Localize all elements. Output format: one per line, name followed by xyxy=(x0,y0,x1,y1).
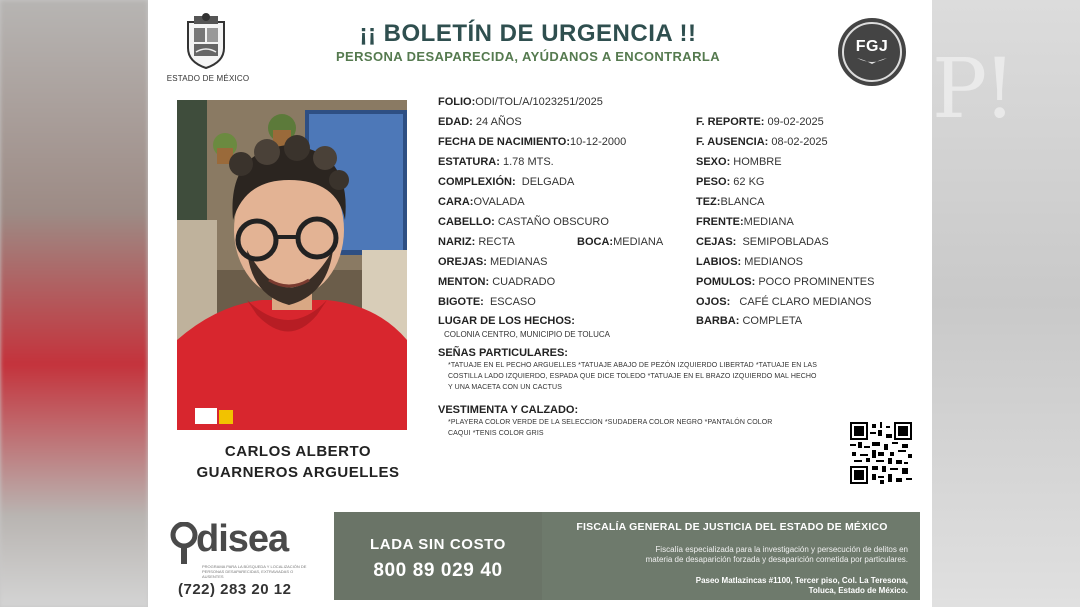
field-labios xyxy=(696,256,803,268)
field-orejas-label: OREJAS: xyxy=(438,256,487,268)
field-lugar-label-wrap xyxy=(438,315,575,327)
field-fecha-nacimiento-value: 10-12-2000 xyxy=(570,136,627,148)
field-complexion xyxy=(438,176,574,188)
field-pomulos-label: POMULOS: xyxy=(696,276,756,288)
field-edad-value: 24 AÑOS xyxy=(475,116,522,128)
bulletin-title: ¡¡ BOLETÍN DE URGENCIA !! xyxy=(359,20,697,47)
odisea-wordmark: disea xyxy=(196,518,289,560)
field-sexo xyxy=(696,156,782,168)
field-f-reporte-value: 09-02-2025 xyxy=(767,116,824,128)
fiscalia-desc-line2: materia de desaparición forzada y desaparición cometida por particulares. xyxy=(645,555,908,564)
field-frente-value: MEDIANA xyxy=(743,216,794,228)
field-lugar-label: LUGAR DE LOS HECHOS: xyxy=(438,315,575,327)
field-fecha-nacimiento-label: FECHA DE NACIMIENTO: xyxy=(438,136,570,148)
field-frente xyxy=(696,216,794,228)
senas-body xyxy=(448,360,908,393)
field-bigote xyxy=(438,296,536,308)
senas-line1: *TATUAJE EN EL PECHO ARGUELLES *TATUAJE ABAJO DE PEZÓN IZQUIERDO LIBERTAD *TATUAJE EN LAS xyxy=(448,362,817,369)
field-lugar-value: COLONIA CENTRO, MUNICIPIO DE TOLUCA xyxy=(444,330,610,339)
field-folio-value: ODI/TOL/A/1023251/2025 xyxy=(475,96,603,108)
field-labios-label: LABIOS: xyxy=(696,256,742,268)
field-cara xyxy=(438,196,525,208)
field-cabello xyxy=(438,216,609,228)
senas-line2: COSTILLA LADO IZQUIERDO, ESPADA QUE DICE TOLEDO *TATUAJE EN EL BRAZO IZQUIERDO MAL HECHO xyxy=(448,373,817,380)
field-bigote-value: ESCASO xyxy=(489,296,536,308)
toll-free-label: LADA SIN COSTO xyxy=(370,536,506,553)
field-complexion-value: DELGADA xyxy=(521,176,575,188)
field-tez xyxy=(696,196,764,208)
state-caption: ESTADO DE MÉXICO xyxy=(166,74,250,83)
field-ojos-label: OJOS: xyxy=(696,296,731,308)
field-cara-value: OVALADA xyxy=(473,196,525,208)
vestimenta-line2: CAQUI *TENIS COLOR GRIS xyxy=(448,430,544,437)
person-name xyxy=(168,441,428,483)
field-edad-label: EDAD: xyxy=(438,116,473,128)
senas-label: SEÑAS PARTICULARES: xyxy=(438,347,568,359)
ghost-watermark: P! xyxy=(932,42,1013,137)
fiscalia-description xyxy=(560,545,908,565)
senas-line3: Y UNA MACETA CON UN CACTUS xyxy=(448,384,562,391)
missing-person-bulletin xyxy=(148,0,932,607)
odisea-phone: (722) 283 20 12 xyxy=(178,581,292,598)
state-seal-icon xyxy=(182,12,230,70)
field-estatura xyxy=(438,156,554,168)
field-f-reporte-label: F. REPORTE: xyxy=(696,116,765,128)
location-pin-icon xyxy=(170,522,198,564)
bulletin-subtitle: PERSONA DESAPARECIDA, AYÚDANOS A ENCONTRARLA xyxy=(335,49,721,64)
person-name-line2: GUARNEROS ARGUELLES xyxy=(196,464,400,481)
field-pomulos xyxy=(696,276,874,288)
field-orejas xyxy=(438,256,547,268)
qr-code-icon xyxy=(850,422,912,484)
field-fecha-nacimiento xyxy=(438,136,626,148)
fgj-logo-text: FGJ xyxy=(855,38,889,55)
vestimenta-line1: *PLAYERA COLOR VERDE DE LA SELECCION *SUDADERA COLOR NEGRO *PANTALÓN COLOR xyxy=(448,419,773,426)
toll-free-number: 800 89 029 40 xyxy=(373,560,503,581)
field-barba xyxy=(696,315,802,327)
fiscalia-title: FISCALÍA GENERAL DE JUSTICIA DEL ESTADO DE MÉXICO xyxy=(576,521,888,533)
odisea-fine-print: PROGRAMA PARA LA BÚSQUEDA Y LOCALIZACIÓN DE PERSONAS DESAPARECIDAS, EXTRAVIADAS O AUSENTES xyxy=(202,564,307,579)
field-barba-label: BARBA: xyxy=(696,315,740,327)
fiscalia-address-line1: Paseo Matlazincas #1100, Tercer piso, Col. La Teresona, xyxy=(695,576,908,585)
field-cejas-label: CEJAS: xyxy=(696,236,737,248)
contact-band xyxy=(334,512,920,600)
field-folio-label: FOLIO: xyxy=(438,96,476,108)
field-nariz xyxy=(438,236,515,248)
field-menton-label: MENTON: xyxy=(438,276,490,288)
field-nariz-value: RECTA xyxy=(478,236,515,248)
field-cabello-value: CASTAÑO OBSCURO xyxy=(497,216,609,228)
vestimenta-body xyxy=(448,417,908,439)
field-complexion-label: COMPLEXIÓN: xyxy=(438,176,516,188)
field-estatura-value: 1.78 MTS. xyxy=(502,156,554,168)
field-labios-value: MEDIANOS xyxy=(744,256,803,268)
field-orejas-value: MEDIANAS xyxy=(489,256,548,268)
fiscalia-desc-line1: Fiscalía especializada para la investigación y persecución de delitos en xyxy=(655,545,908,554)
field-tez-label: TEZ: xyxy=(696,196,721,208)
odisea-logo xyxy=(170,518,330,598)
field-cejas xyxy=(696,236,829,248)
field-sexo-value: HOMBRE xyxy=(733,156,782,168)
field-frente-label: FRENTE: xyxy=(696,216,744,228)
blurred-background-right xyxy=(932,0,1080,607)
field-cara-label: CARA: xyxy=(438,196,474,208)
field-cejas-value: SEMIPOBLADAS xyxy=(742,236,829,248)
field-sexo-label: SEXO: xyxy=(696,156,731,168)
field-f-ausencia-value: 08-02-2025 xyxy=(771,136,828,148)
fiscalia-address-line2: Toluca, Estado de México. xyxy=(808,586,908,595)
field-cabello-label: CABELLO: xyxy=(438,216,495,228)
field-estatura-label: ESTATURA: xyxy=(438,156,500,168)
person-photo xyxy=(177,100,407,430)
field-pomulos-value: POCO PROMINENTES xyxy=(758,276,875,288)
person-name-line1: CARLOS ALBERTO xyxy=(224,443,372,460)
field-ojos xyxy=(696,296,871,308)
field-f-ausencia xyxy=(696,136,828,148)
fgj-logo xyxy=(838,18,906,86)
field-menton-value: CUADRADO xyxy=(492,276,556,288)
field-peso-value: 62 KG xyxy=(733,176,765,188)
field-boca-label: BOCA: xyxy=(577,236,614,248)
field-edad xyxy=(438,116,522,128)
field-peso xyxy=(696,176,764,188)
field-f-reporte xyxy=(696,116,824,128)
field-f-ausencia-label: F. AUSENCIA: xyxy=(696,136,769,148)
vestimenta-label: VESTIMENTA Y CALZADO: xyxy=(438,404,579,416)
field-boca-value: MEDIANA xyxy=(613,236,664,248)
field-folio xyxy=(438,96,603,108)
field-barba-value: COMPLETA xyxy=(742,315,803,327)
field-menton xyxy=(438,276,555,288)
eagle-icon xyxy=(857,56,887,66)
field-boca xyxy=(577,236,663,248)
toll-free-box xyxy=(334,512,542,600)
blurred-background-left xyxy=(0,0,148,607)
fiscalia-address xyxy=(560,576,908,596)
field-nariz-label: NARIZ: xyxy=(438,236,476,248)
field-ojos-value: CAFÉ CLARO MEDIANOS xyxy=(739,296,872,308)
field-tez-value: BLANCA xyxy=(720,196,765,208)
field-bigote-label: BIGOTE: xyxy=(438,296,484,308)
field-peso-label: PESO: xyxy=(696,176,731,188)
